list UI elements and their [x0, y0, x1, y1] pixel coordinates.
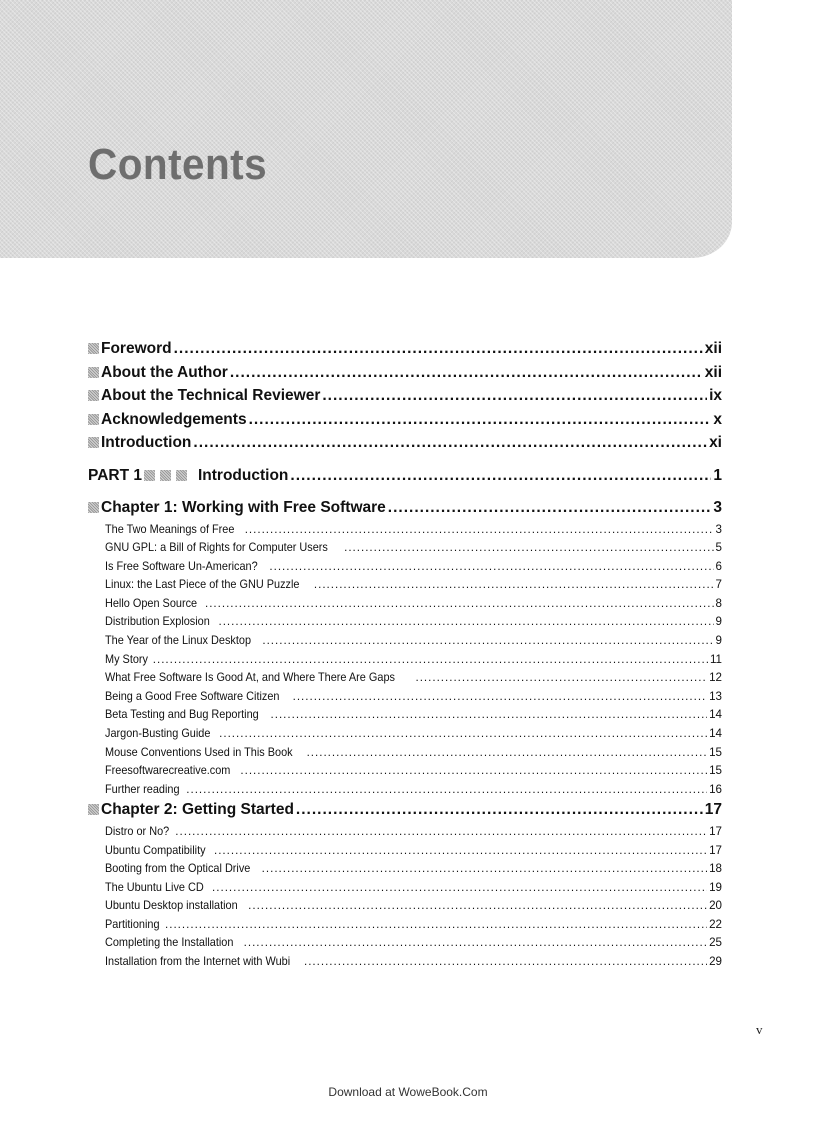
toc-entry-label: Foreword	[101, 340, 172, 357]
toc-section[interactable]	[88, 727, 722, 746]
toc-section-page: 12	[709, 671, 722, 685]
toc-section[interactable]	[88, 825, 722, 844]
toc-section-page: 29	[709, 955, 722, 969]
toc-section[interactable]	[88, 690, 722, 709]
toc-section-page: 17	[709, 824, 722, 838]
toc-section-label: Ubuntu Desktop installation	[105, 899, 238, 913]
toc-section-page: 16	[709, 782, 722, 796]
bullet-square-icon	[144, 470, 155, 481]
dot-leader	[218, 615, 713, 628]
dot-leader	[193, 434, 707, 452]
dot-leader	[322, 387, 707, 405]
dot-leader	[214, 844, 707, 857]
bullet-square-icon	[88, 367, 99, 378]
toc-entry-page: 1	[713, 466, 722, 484]
toc-section-page: 19	[709, 880, 722, 894]
toc-section[interactable]	[88, 541, 722, 560]
toc-entry-acknowledgements[interactable]	[88, 411, 722, 435]
dot-leader	[244, 936, 707, 949]
toc-section-label: Is Free Software Un-American?	[105, 559, 258, 573]
toc-section-label: What Free Software Is Good At, and Where There Are Gaps	[105, 671, 395, 685]
dot-leader	[205, 597, 714, 610]
toc-section[interactable]	[88, 955, 722, 974]
toc-section[interactable]	[88, 634, 722, 653]
toc-entry-page: xii	[704, 340, 722, 357]
toc-section-page: 8	[715, 596, 722, 610]
toc-section-label: Freesoftwarecreative.com	[105, 764, 231, 778]
toc-section-page: 14	[709, 708, 722, 722]
bullet-square-icon	[88, 390, 99, 401]
dot-leader	[307, 746, 708, 759]
toc-section[interactable]	[88, 783, 722, 802]
bullet-square-icon	[176, 470, 187, 481]
toc-chapter-1[interactable]	[88, 499, 722, 523]
toc-section-label: Distro or No?	[105, 824, 170, 838]
toc-section-page: 18	[709, 862, 722, 876]
toc-section-label: Ubuntu Compatibility	[105, 843, 206, 857]
toc-section-page: 17	[709, 843, 722, 857]
toc-entry-label: Acknowledgements	[101, 410, 247, 428]
toc-section[interactable]	[88, 918, 722, 937]
dot-leader	[262, 634, 713, 647]
dot-leader	[165, 918, 707, 931]
dot-leader	[293, 690, 707, 703]
dot-leader	[153, 653, 708, 666]
dot-leader	[186, 783, 707, 796]
toc-section-label: The Two Meanings of Free	[105, 522, 235, 536]
toc-section-label: Linux: the Last Piece of the GNU Puzzle	[105, 578, 300, 592]
dot-leader	[304, 955, 707, 968]
toc-section[interactable]	[88, 578, 722, 597]
toc-section-label: Being a Good Free Software Citizen	[105, 689, 280, 703]
toc-section[interactable]	[88, 671, 722, 690]
toc-chapter-2[interactable]	[88, 801, 722, 825]
toc-entry-label: About the Author	[101, 363, 228, 381]
toc-section[interactable]	[88, 936, 722, 955]
dot-leader	[175, 825, 707, 838]
page-number: v	[756, 1022, 763, 1037]
dot-leader	[290, 467, 711, 485]
toc-entry-page: ix	[709, 387, 722, 404]
toc-entry-label: Chapter 1: Working with Free Software	[101, 499, 386, 516]
dot-leader	[240, 764, 707, 777]
toc-section-page: 5	[715, 541, 722, 555]
toc-section-page: 11	[709, 652, 722, 666]
toc-section-label: Beta Testing and Bug Reporting	[105, 708, 259, 722]
toc-entry-label: About the Technical Reviewer	[101, 387, 321, 404]
footer-text: Download at WoweBook.Com	[328, 1085, 488, 1099]
toc-section[interactable]	[88, 653, 722, 672]
toc-entry-page: 3	[713, 499, 722, 516]
toc-entry-page: xi	[709, 434, 722, 451]
toc-part-1[interactable]	[88, 467, 722, 491]
dot-leader	[296, 801, 703, 819]
dot-leader	[271, 708, 708, 721]
toc-section[interactable]	[88, 597, 722, 616]
toc-section-label: My Story	[105, 652, 149, 666]
dot-leader	[388, 499, 712, 517]
toc-entry-page: x	[713, 410, 722, 428]
toc-section[interactable]	[88, 899, 722, 918]
dot-leader	[212, 881, 707, 894]
toc-section-label: Distribution Explosion	[105, 615, 210, 629]
toc-section-label: Jargon-Busting Guide	[105, 727, 211, 741]
dot-leader	[248, 899, 707, 912]
toc-section[interactable]	[88, 523, 722, 542]
dot-leader	[230, 364, 703, 382]
toc-entry-label: Introduction	[197, 466, 289, 484]
toc-section-label: Mouse Conventions Used in This Book	[105, 745, 293, 759]
dot-leader	[415, 671, 707, 684]
toc-section-label: GNU GPL: a Bill of Rights for Computer Users	[105, 541, 328, 555]
toc-section[interactable]	[88, 764, 722, 783]
dot-leader	[245, 523, 714, 536]
toc-entry-foreword[interactable]	[88, 340, 722, 364]
toc-section-page: 22	[709, 917, 722, 931]
dot-leader	[269, 560, 713, 573]
toc-section-page: 15	[709, 764, 722, 778]
toc-section-page: 25	[709, 936, 722, 950]
toc-section[interactable]	[88, 560, 722, 579]
toc-section-page: 14	[709, 727, 722, 741]
toc-section-label: The Ubuntu Live CD	[105, 880, 204, 894]
toc-section-label: Further reading	[105, 782, 180, 796]
toc-entry-about-author[interactable]	[88, 364, 722, 388]
toc-section-label: The Year of the Linux Desktop	[105, 634, 252, 648]
bullet-square-icon	[88, 343, 99, 354]
toc-section-page: 13	[709, 689, 722, 703]
dot-leader	[262, 862, 707, 875]
dot-leader	[249, 411, 712, 429]
bullet-square-icon	[88, 502, 99, 513]
toc-section[interactable]	[88, 615, 722, 634]
bullet-square-icon	[88, 414, 99, 425]
toc-section-label: Hello Open Source	[105, 596, 198, 610]
toc-entry-introduction[interactable]	[88, 434, 722, 458]
toc-section-page: 20	[709, 899, 722, 913]
toc-entry-technical-reviewer[interactable]	[88, 387, 722, 411]
bullet-square-icon	[88, 804, 99, 815]
toc-section-page: 7	[715, 578, 722, 592]
toc-section[interactable]	[88, 844, 722, 863]
toc-entry-label: Introduction	[101, 434, 192, 451]
toc-section-page: 15	[709, 745, 722, 759]
toc-section[interactable]	[88, 708, 722, 727]
dot-leader	[219, 727, 707, 740]
bullet-square-icon	[88, 437, 99, 448]
toc-section[interactable]	[88, 746, 722, 765]
header-banner	[0, 0, 732, 258]
toc-section-page: 9	[715, 634, 722, 648]
toc-entry-page: 17	[704, 801, 722, 819]
toc-section-page: 6	[715, 559, 722, 573]
page-title: Contents	[88, 140, 268, 189]
dot-leader	[344, 541, 713, 554]
dot-leader	[314, 578, 714, 591]
table-of-contents	[88, 340, 722, 974]
toc-entry-page: xii	[704, 363, 722, 381]
dot-leader	[174, 340, 703, 358]
toc-section[interactable]	[88, 881, 722, 900]
toc-section-label: Partitioning	[105, 917, 160, 931]
toc-section-label: Completing the Installation	[105, 936, 234, 950]
toc-section-page: 3	[715, 522, 722, 536]
toc-entry-label: Chapter 2: Getting Started	[101, 801, 294, 819]
toc-section-label: Installation from the Internet with Wubi	[105, 955, 291, 969]
bullet-square-icon	[160, 470, 171, 481]
part-prefix: PART 1	[88, 466, 142, 484]
toc-section[interactable]	[88, 862, 722, 881]
toc-section-page: 9	[715, 615, 722, 629]
toc-section-label: Booting from the Optical Drive	[105, 862, 251, 876]
